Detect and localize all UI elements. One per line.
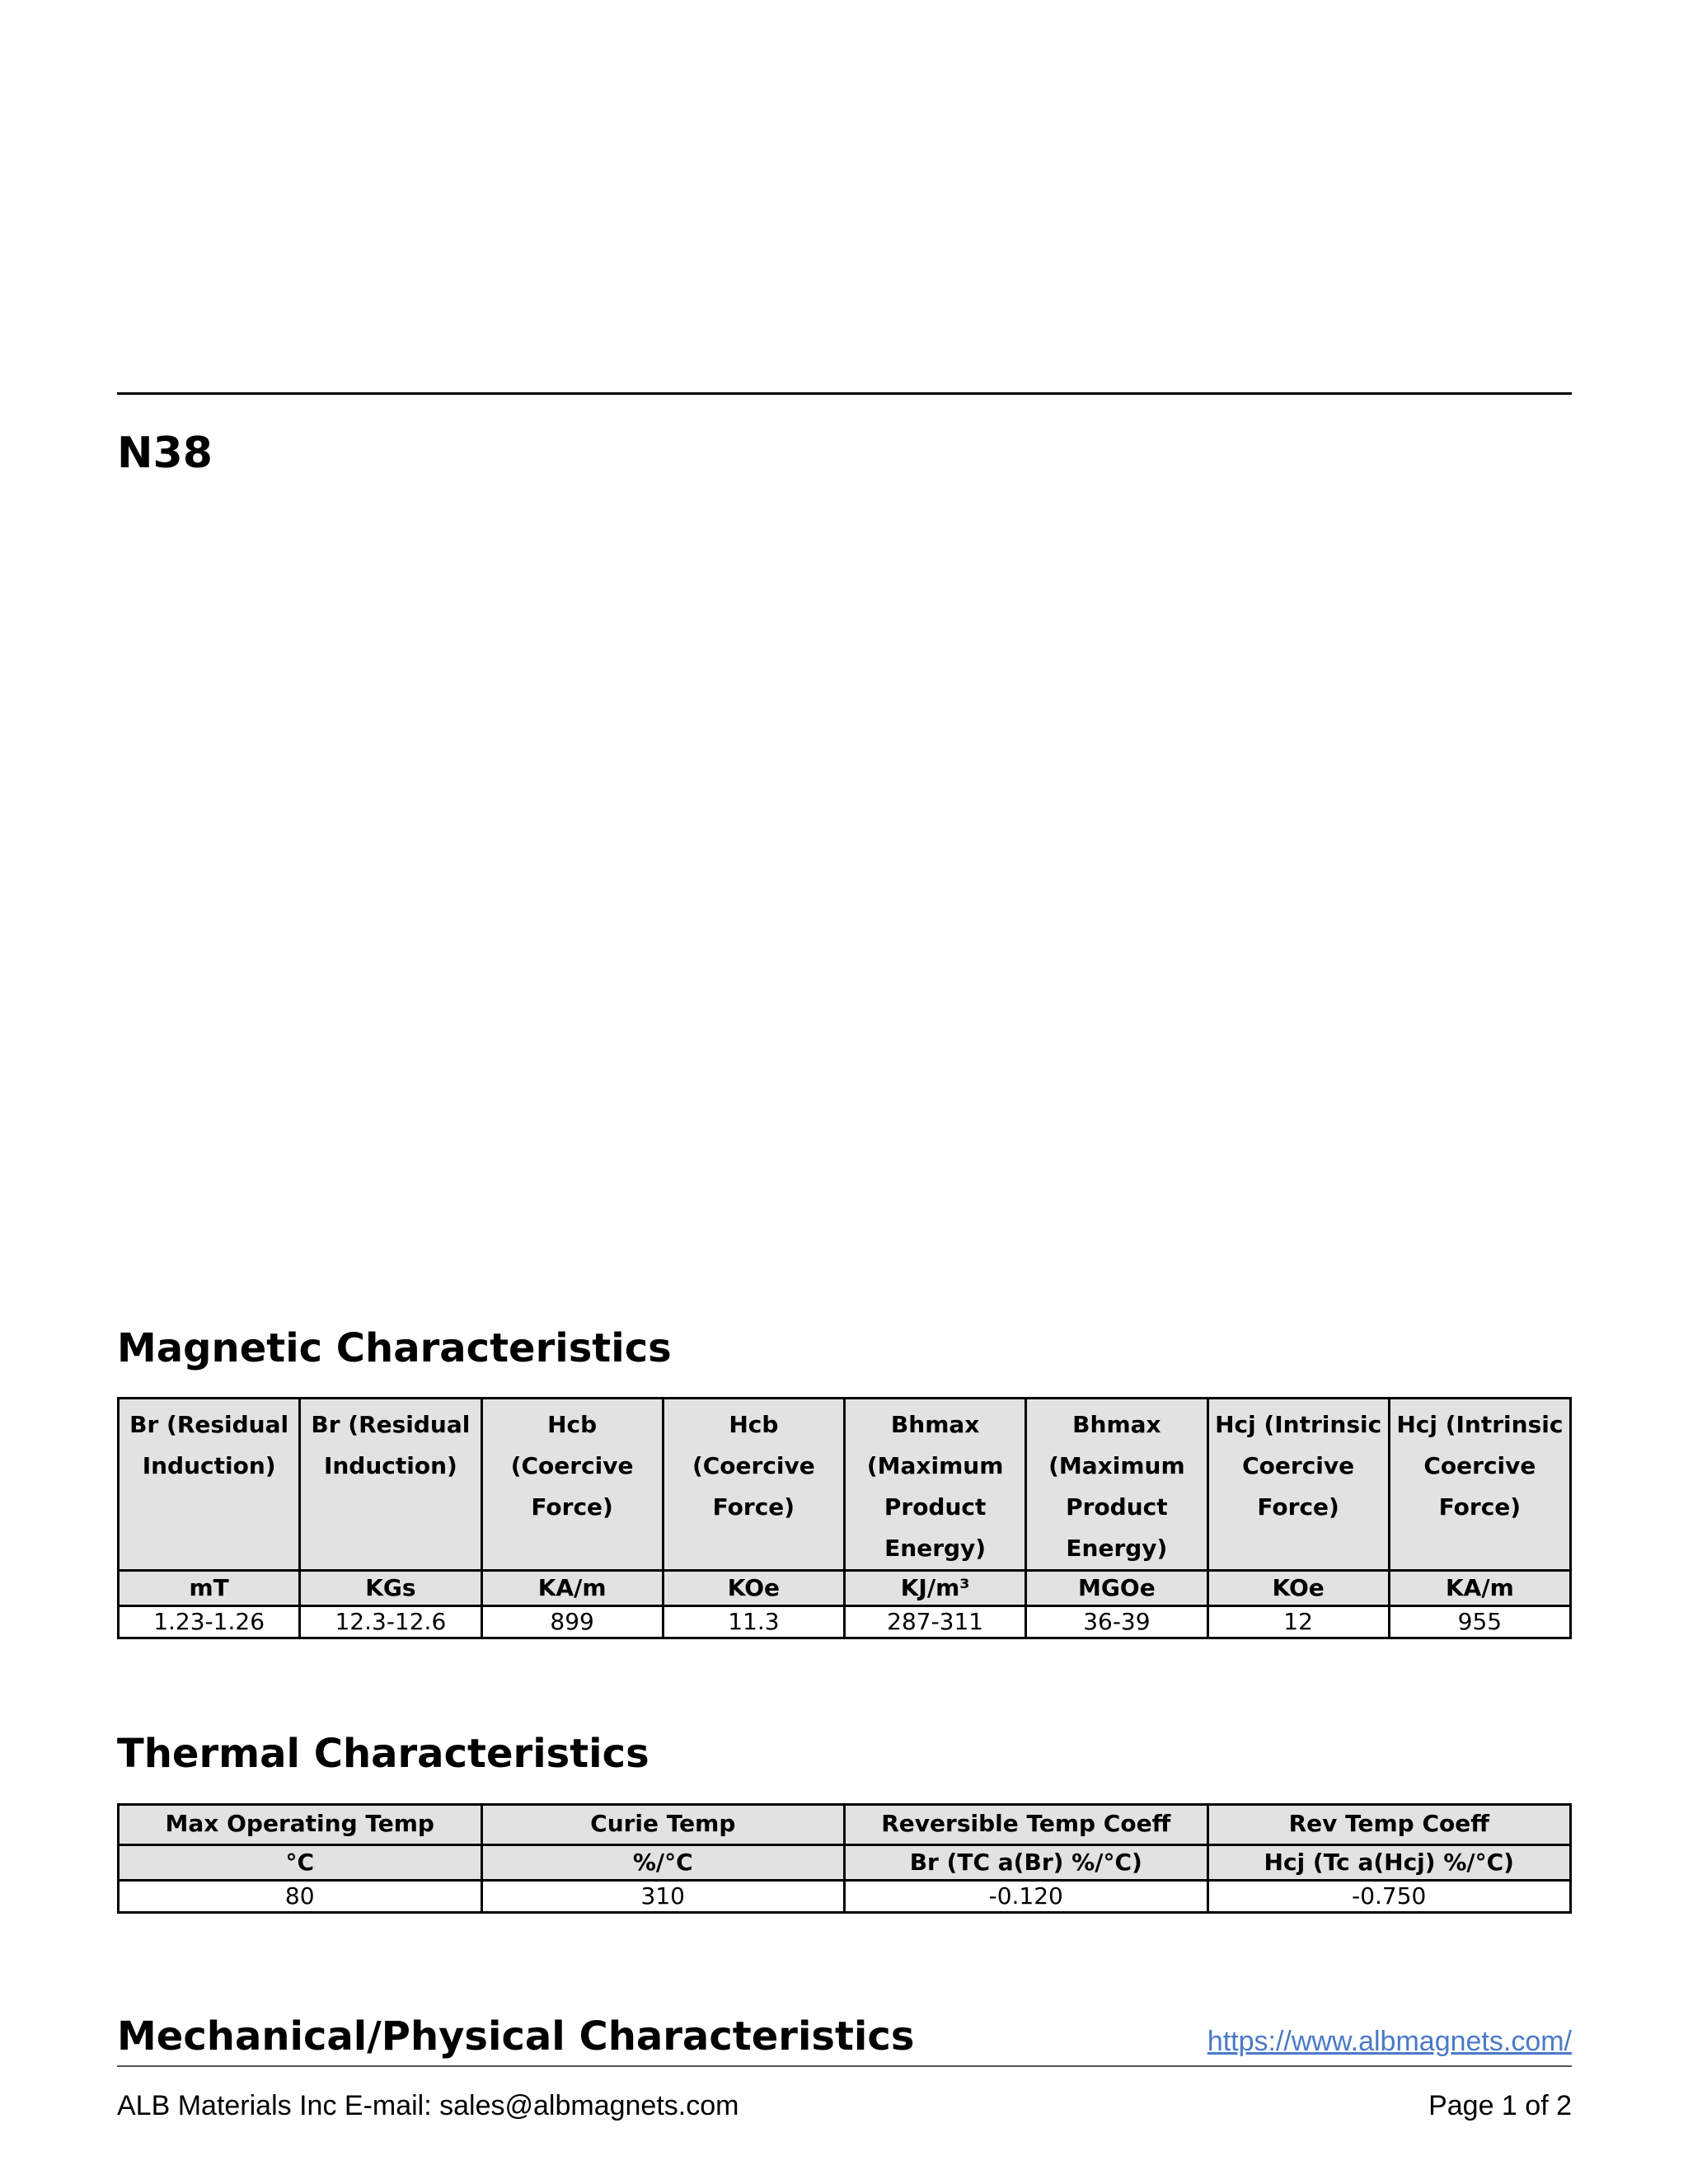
unit-cell: Hcj (Tc a(Hcj) %/°C)	[1207, 1845, 1571, 1881]
table-header-cell: Rev Temp Coeff	[1207, 1805, 1571, 1845]
unit-cell: KA/m	[481, 1571, 663, 1606]
table-units-row	[119, 1571, 1571, 1606]
value-cell: 287-311	[845, 1606, 1026, 1638]
unit-cell: KGs	[300, 1571, 481, 1606]
footer-contact: ALB Materials Inc E-mail: sales@albmagnets.com	[117, 2090, 739, 2121]
table-header-cell: Hcb (Coercive Force)	[481, 1399, 663, 1571]
table-header-cell: Curie Temp	[481, 1805, 845, 1845]
top-divider	[117, 392, 1572, 395]
website-link[interactable]: https://www.albmagnets.com/	[1207, 2026, 1572, 2057]
unit-cell: %/°C	[481, 1845, 845, 1881]
value-cell: 1.23-1.26	[119, 1606, 300, 1638]
table-header-cell: Hcb (Coercive Force)	[663, 1399, 844, 1571]
magnetic-heading: Magnetic Characteristics	[117, 1325, 672, 1371]
thermal-heading: Thermal Characteristics	[117, 1731, 649, 1777]
table-header-cell: Bhmax (Maximum Product Energy)	[1026, 1399, 1207, 1571]
unit-cell: mT	[119, 1571, 300, 1606]
value-cell: 12.3-12.6	[300, 1606, 481, 1638]
value-cell: 11.3	[663, 1606, 844, 1638]
unit-cell: °C	[119, 1845, 482, 1881]
table-header-cell: Bhmax (Maximum Product Energy)	[845, 1399, 1026, 1571]
thermal-table	[117, 1803, 1572, 1914]
table-header-row	[119, 1399, 1571, 1571]
value-cell: -0.120	[845, 1881, 1208, 1913]
unit-cell: Br (TC a(Br) %/°C)	[845, 1845, 1208, 1881]
value-cell: 899	[481, 1606, 663, 1638]
product-title: N38	[117, 429, 213, 478]
page-number: Page 1 of 2	[1428, 2090, 1572, 2121]
table-header-row	[119, 1805, 1571, 1845]
table-header-cell: Br (Residual Induction)	[119, 1399, 300, 1571]
table-row	[119, 1606, 1571, 1638]
unit-cell: KOe	[663, 1571, 844, 1606]
value-cell: -0.750	[1207, 1881, 1571, 1913]
value-cell: 955	[1389, 1606, 1570, 1638]
table-row	[119, 1881, 1571, 1913]
table-header-cell: Hcj (Intrinsic Coercive Force)	[1207, 1399, 1389, 1571]
mechanical-heading: Mechanical/Physical Characteristics	[117, 2013, 915, 2060]
magnetic-table	[117, 1397, 1572, 1639]
table-header-cell: Br (Residual Induction)	[300, 1399, 481, 1571]
footer-divider	[117, 2065, 1572, 2067]
unit-cell: MGOe	[1026, 1571, 1207, 1606]
unit-cell: KJ/m³	[845, 1571, 1026, 1606]
unit-cell: KOe	[1207, 1571, 1389, 1606]
table-header-cell: Max Operating Temp	[119, 1805, 482, 1845]
table-header-cell: Hcj (Intrinsic Coercive Force)	[1389, 1399, 1570, 1571]
unit-cell: KA/m	[1389, 1571, 1570, 1606]
value-cell: 80	[119, 1881, 482, 1913]
value-cell: 12	[1207, 1606, 1389, 1638]
value-cell: 36-39	[1026, 1606, 1207, 1638]
table-header-cell: Reversible Temp Coeff	[845, 1805, 1208, 1845]
table-units-row	[119, 1845, 1571, 1881]
value-cell: 310	[481, 1881, 845, 1913]
